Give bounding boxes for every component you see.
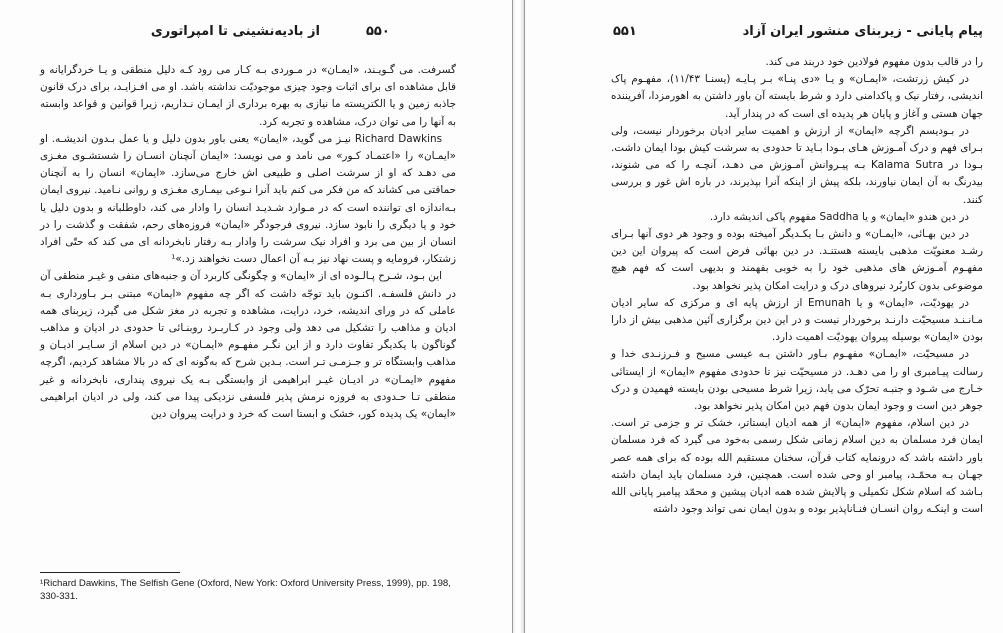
footnote-divider xyxy=(40,572,180,573)
right-page-number: ۵۵۱ xyxy=(613,24,637,39)
right-paragraph-1: را در قالب بدون مفهوم فولادین خود دربند می کند. xyxy=(765,56,983,68)
right-page xyxy=(525,0,1003,633)
right-paragraph-2: در کیش زرتشت، «ایمـان» و یـا «دی پنـا» بـر پـایـه (یسنـا ۱۱/۴۳)، مفهـوم پاک اندیشی، رفتار نیک و پاکدامنی دارد و شرط بایسته آن باور داشتن به اهورمزدا، آفریننده جهان هستی و آغاز و پایان هر پدیده ای است که در پندار آید. xyxy=(611,73,983,120)
left-page-header xyxy=(366,24,456,46)
right-paragraph-6: در یهودیّت، «ایمان» و یا Emunah از ارزش پایه ای و مرکزی که سایر ادیان مـانـنـد مسیحیّت دارنـد برخوردار نیست و در این دین برگزاری آئین مذهبی بیش از دارا بودن «ایمان» بوسیله پیروان یهودیّت اهمیت دارد. xyxy=(611,296,983,344)
right-paragraph-7: در مسیحیّت، «ایمـان» مفهـوم بـاور داشتن بـه عیسی مسیح و فـرزنـدی خدا و رسالت پیـامبری او را می دهـد. در مسیحیّت نیز تا حدودی مفهوم «ایمان» از ایستائی خـارج می شـود و جنبـه تحرّک می یابد، زیرا شرط مسیحی بودن بایسته فهمیدن و درک جوهر دین است و وجود ایمان بدون فهم دین امکان پذیر نخواهد بود. xyxy=(611,348,983,413)
left-footnote: ¹Richard Dawkins, The Selfish Gene (Oxford, New York: Oxford University Press, 1999), pp. 198, 330-331. xyxy=(40,578,451,602)
right-body-text xyxy=(611,54,983,518)
right-paragraph-4: در دین هندو «ایمان» و یا Saddha مفهوم پاکی اندیشه دارد. xyxy=(709,210,969,223)
left-page-number: ۵۵۰ xyxy=(366,24,390,39)
right-page-header xyxy=(613,24,683,46)
right-paragraph-3: در بـودیسم اگرچه «ایمان» از ارزش و اهمیت سایر ادیان برخوردار نیست، ولی بـرای فهم و درک آمـوزش هـای بـودا بـاید تا حدودی به سرشت کیش بودا ایمان داشت. بـودا در Kalama Sutra بـه پیـروانش آمـوزش می دهـد، آنچـه را که می شنوند، بیدرنگ به آن ایمان نیاورند، بلکه پیش از اینکه آنرا بپذیرند، در باره اش غور و بررسی کنند. xyxy=(611,124,983,206)
right-running-title: پیام پایانی - زیربنای منشور ایران آزاد xyxy=(742,24,983,39)
left-running-title-wrap xyxy=(40,24,320,46)
left-paragraph-2: Richard Dawkins نیـز می گوید، «ایمان» یعنی باور بدون دلیل و یا عمل بـدون اندیشـه. او «ایمـان» را «اعتمـاد کـور» می نامد و می نویسد: «ایمان آنچنان انسـان را شستشـوی مغـزی می دهـد که او از سرشت اصلی و طبیعی اش خارج می‌سازد. «ایمان» انسان را به آنچنان حماقتی می کشاند که من فکر می کنم باید آنرا نـوعی بیمـاری مغـزی و روانی نـامید. نیروی ایمان بـه‌اندازه ای تواننده است که در مـوارد شـدیـد انسان را وادار می کند، داوطلبانه و بدون دلیل یا خود و یا دیگری را نابود سازد. نیروی فرجودگر «ایمان» فروزه‌های رحم، شفقت و گذشت را در انسان از بین می برد و افراد نیک سرشت را وادار بـه رفتار نابخردانه ای می کند که حتّی افراد زشتکار، فرومایه و پست نهاد نیز بـه آن اعمال دست نخواهند زد.»¹ xyxy=(40,132,456,266)
left-body-text xyxy=(40,62,456,423)
right-paragraph-5: در دین بهـائی، «ایمـان» و دانش بـا یکـدیگر آمیخته بوده و وجود هر دوی آنها بـرای رشـد معنویّت مذهبی بایسته هستنـد. در دین بهائی فرض است که پیروان این دین مفهـوم آمـوزش های مذهبی خود را به خوبی بفهمند و بدیهی است که فهم هیچ موضوعی بدون کاربُرد نیروهای درک و درایت امکان پذیر نخواهد بود. xyxy=(611,228,983,292)
left-running-title: از بادیه‌نشینی تا امپراتوری xyxy=(150,24,320,39)
right-paragraph-8: در دین اسلام، مفهوم «ایمان» از همه ادیان ایستاتر، خشک تر و جزمی تر است. ایمان فرد مسلمان به دین اسلام زمانی شکل رسمی به‌خود می گیرد که فرد مسلمان باور داشته باشد که درونمایه کتاب قرآن، سخنان مستقیم الله بوده که برای همه عصر جهـان بـه محمّـد، پیامبر او وحی شده است. همچنین، فرد مسلمان باید ایمان داشته بـاشد که اسلام شکل تکمیلی و پالایش شده همه ادیان پیشین و محمّد پیامبر پایانی الله است و اینکـه روان انسـان فنـاناپذیر بوده و بدون ایمان نمی تواند وجود داشته xyxy=(611,417,983,516)
right-running-title-wrap xyxy=(705,24,983,46)
left-paragraph-1: گسرفت. می گـویـند، «ایمـان» در مـوردی بـه کـار می رود کـه دلیل منطقی و یـا خردگرایانه و قابل مشاهده ای برای اثبات وجود چیزی موجودیّت نداشته باشد. او می افـزایـد، برای درک قانون جاذبه زمین و یا الکتریسته ما نیازی به بهره برداری از ایمـان نـداریم، زیرا قوانین و قواعد وابسته به آنها را می توان درک، مشاهده و تجربه کرد. xyxy=(40,64,456,128)
gutter-line-left xyxy=(512,0,513,633)
left-paragraph-3: این بـود، شـرح پـالـوده ای از «ایمان» و چگونگی کاربرد آن و جنبه‌های منفی و غیـر منطقی آن در دانش فلسفـه. اکنـون باید توجّه داشت که اگر چه مفهوم «ایمان» مبتنی بـر بـاورداری بـه عاملی که در ورای اندیشه، خرد، درایت، مشاهده و تجربه در مغز شکل می گیرد، زیربنای همه ادیان و مذاهب را تشکیل می دهد ولی وجود در کـاربـرد روبنـائی تا حدودی در ادیان و مذاهب گوناگون با یکدیگر تفاوت دارد و از این نگـر مفهـوم «ایمـان» در دین اسلام از سـایـر ادیـان و مذاهب وابستگاه تر و جـزمـی تـر است. بـدین شرح که به‌گونه ای که در بالا مشاهد کردیم، اگرچه مفهوم «ایمـان» در ادیـان غیـر ابراهیمی از وابستگی بـه یک نیروی پنداری، نابخردانه و غیر منطقی تـا حـدودی به فروزه نرمش پذیر فلسفی نزدیکی پیدا می کند، ولی در ادیان ابراهیمی «ایمان» یک پدیده کور، خشک و ابستا است که خرد و درایت پیروان دین xyxy=(40,270,456,421)
